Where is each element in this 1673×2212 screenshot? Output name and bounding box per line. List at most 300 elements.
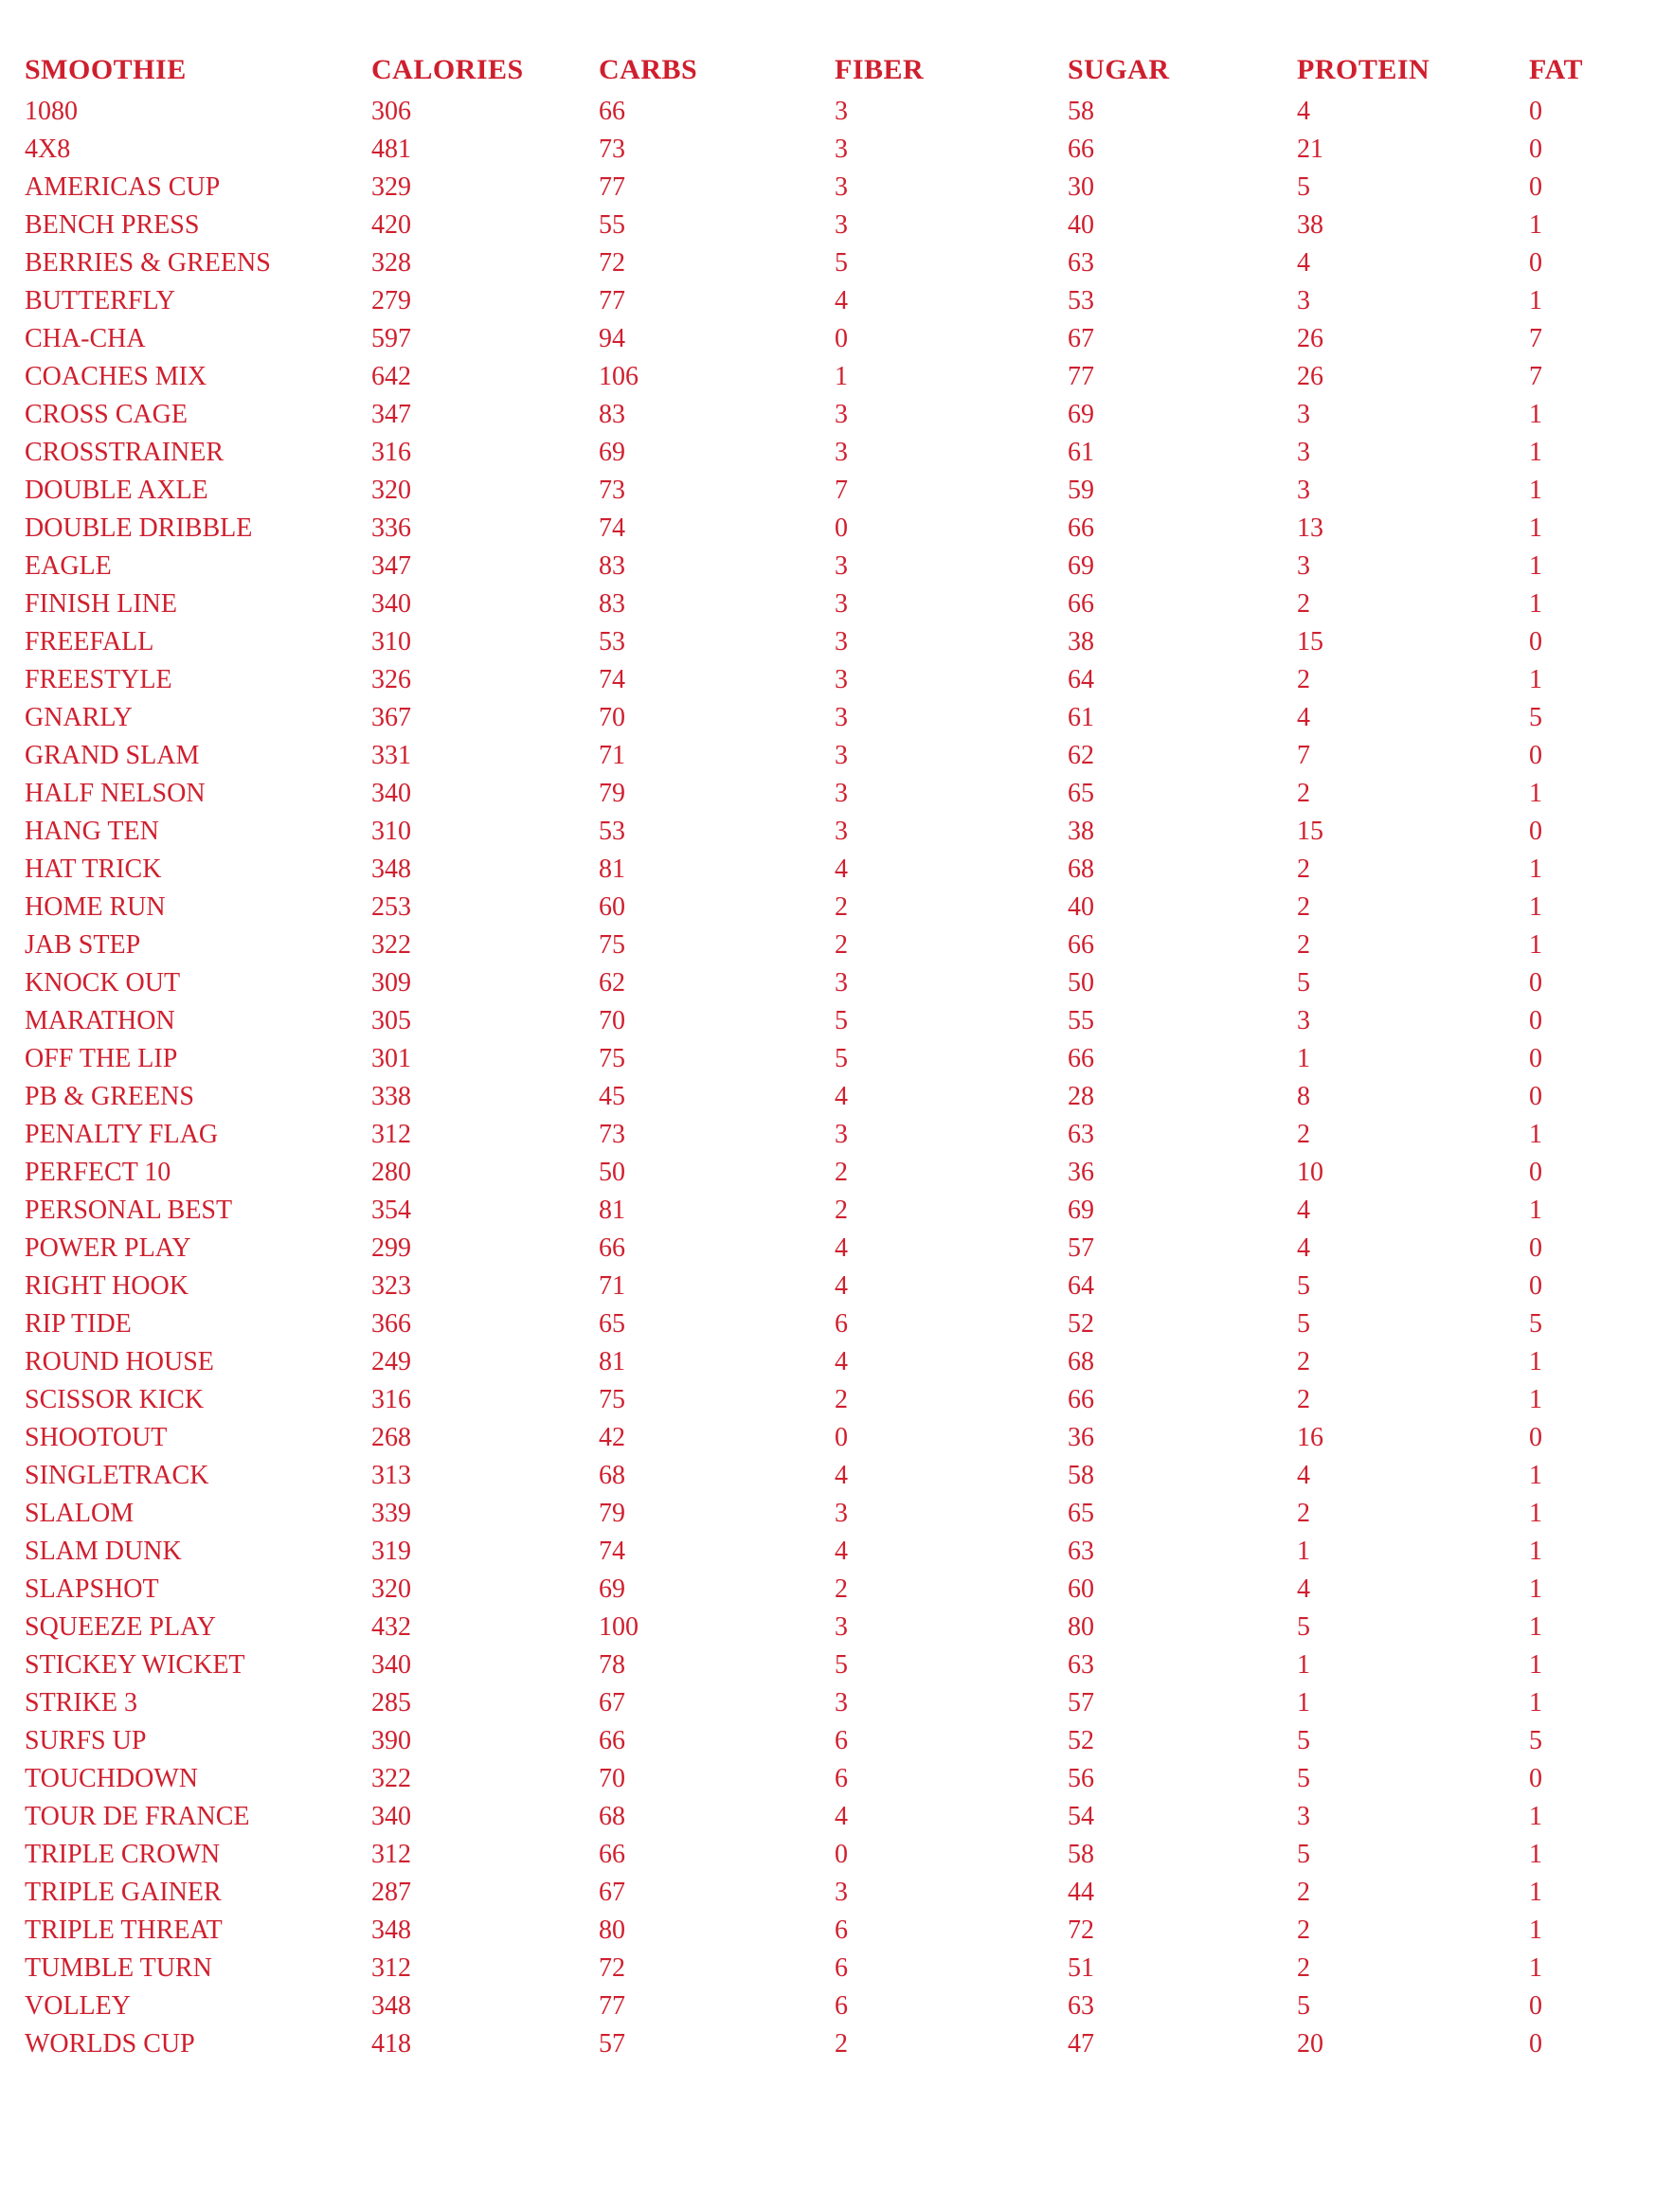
protein-value: 5 [1297,1726,1310,1755]
fat-value: 1 [1529,400,1542,429]
table-row [25,1836,1673,1874]
smoothie-name: SURFS UP [25,1726,147,1755]
fat-value: 1 [1529,1953,1542,1983]
protein-value: 13 [1297,513,1323,543]
smoothie-name: EAGLE [25,551,112,581]
table-row [25,1987,1673,2025]
table-row [25,1571,1673,1609]
column-header-protein: PROTEIN [1297,54,1430,85]
calories-value: 316 [371,1385,411,1414]
carbs-value: 74 [599,1537,625,1566]
table-row [25,775,1673,813]
calories-value: 279 [371,286,411,315]
calories-value: 287 [371,1878,411,1907]
smoothie-name: ROUND HOUSE [25,1347,214,1376]
sugar-value: 47 [1068,2029,1094,2059]
fiber-value: 3 [835,1120,848,1149]
carbs-value: 69 [599,1574,625,1604]
fat-value: 0 [1529,172,1542,202]
protein-value: 2 [1297,779,1310,808]
calories-value: 280 [371,1158,411,1187]
sugar-value: 57 [1068,1688,1094,1717]
carbs-value: 71 [599,741,625,770]
calories-value: 642 [371,362,411,391]
carbs-value: 68 [599,1802,625,1831]
calories-value: 348 [371,1991,411,2021]
fat-value: 1 [1529,854,1542,884]
protein-value: 5 [1297,172,1310,202]
table-row [25,661,1673,699]
fat-value: 1 [1529,551,1542,581]
table-row [25,1646,1673,1684]
sugar-value: 55 [1068,1006,1094,1035]
fat-value: 1 [1529,1537,1542,1566]
protein-value: 5 [1297,1309,1310,1339]
calories-value: 328 [371,248,411,278]
sugar-value: 66 [1068,1385,1094,1414]
table-row [25,1798,1673,1836]
smoothie-name: PERSONAL BEST [25,1196,233,1225]
fiber-value: 3 [835,627,848,656]
fiber-value: 3 [835,968,848,998]
fat-value: 0 [1529,135,1542,164]
carbs-value: 66 [599,1233,625,1263]
table-row [25,320,1673,358]
fat-value: 1 [1529,513,1542,543]
fat-value: 0 [1529,1233,1542,1263]
carbs-value: 83 [599,551,625,581]
table-row [25,1116,1673,1154]
protein-value: 5 [1297,1271,1310,1301]
smoothie-name: PENALTY FLAG [25,1120,219,1149]
calories-value: 299 [371,1233,411,1263]
carbs-value: 66 [599,1726,625,1755]
fat-value: 1 [1529,665,1542,694]
smoothie-name: BUTTERFLY [25,286,175,315]
smoothie-name: BENCH PRESS [25,210,200,240]
carbs-value: 55 [599,210,625,240]
sugar-value: 63 [1068,248,1094,278]
sugar-value: 69 [1068,1196,1094,1225]
carbs-value: 53 [599,627,625,656]
protein-value: 3 [1297,1006,1310,1035]
protein-value: 4 [1297,1233,1310,1263]
carbs-value: 73 [599,135,625,164]
carbs-value: 106 [599,362,639,391]
fiber-value: 0 [835,324,848,353]
fiber-value: 2 [835,1158,848,1187]
fiber-value: 3 [835,1688,848,1717]
table-row [25,623,1673,661]
fiber-value: 5 [835,1006,848,1035]
smoothie-name: HALF NELSON [25,779,206,808]
fiber-value: 3 [835,817,848,846]
table-row [25,851,1673,889]
calories-value: 313 [371,1461,411,1490]
fat-value: 5 [1529,703,1542,732]
fiber-value: 4 [835,1347,848,1376]
fat-value: 0 [1529,627,1542,656]
sugar-value: 67 [1068,324,1094,353]
table-row [25,1381,1673,1419]
fiber-value: 5 [835,1650,848,1680]
fat-value: 1 [1529,892,1542,922]
fiber-value: 3 [835,1499,848,1528]
table-row [25,1305,1673,1343]
smoothie-name: BERRIES & GREENS [25,248,271,278]
fiber-value: 3 [835,135,848,164]
smoothie-name: SCISSOR KICK [25,1385,205,1414]
calories-value: 336 [371,513,411,543]
table-row [25,1230,1673,1268]
protein-value: 10 [1297,1158,1323,1187]
smoothie-name: TOUR DE FRANCE [25,1802,250,1831]
fat-value: 1 [1529,1120,1542,1149]
smoothie-name: TRIPLE CROWN [25,1840,221,1869]
smoothie-name: RIGHT HOOK [25,1271,189,1301]
table-row [25,472,1673,510]
sugar-value: 68 [1068,854,1094,884]
sugar-value: 62 [1068,741,1094,770]
fiber-value: 3 [835,1612,848,1642]
carbs-value: 69 [599,438,625,467]
protein-value: 1 [1297,1650,1310,1680]
smoothie-name: 4X8 [25,135,71,164]
protein-value: 3 [1297,476,1310,505]
protein-value: 4 [1297,97,1310,126]
table-header [25,47,1673,93]
sugar-value: 40 [1068,892,1094,922]
calories-value: 348 [371,854,411,884]
table-row [25,1154,1673,1192]
carbs-value: 77 [599,1991,625,2021]
protein-value: 5 [1297,1991,1310,2021]
smoothie-name: CHA-CHA [25,324,146,353]
calories-value: 481 [371,135,411,164]
smoothie-name: STICKEY WICKET [25,1650,245,1680]
sugar-value: 36 [1068,1423,1094,1452]
calories-value: 285 [371,1688,411,1717]
table-row [25,1912,1673,1950]
smoothie-name: AMERICAS CUP [25,172,221,202]
calories-value: 326 [371,665,411,694]
carbs-value: 83 [599,589,625,619]
calories-value: 347 [371,400,411,429]
smoothie-name: MARATHON [25,1006,175,1035]
carbs-value: 60 [599,892,625,922]
fat-value: 1 [1529,476,1542,505]
smoothie-name: KNOCK OUT [25,968,181,998]
protein-value: 3 [1297,286,1310,315]
carbs-value: 81 [599,854,625,884]
column-header-fat: FAT [1529,54,1584,85]
fiber-value: 3 [835,665,848,694]
calories-value: 323 [371,1271,411,1301]
table-row [25,244,1673,282]
protein-value: 2 [1297,589,1310,619]
calories-value: 320 [371,476,411,505]
fiber-value: 4 [835,854,848,884]
carbs-value: 66 [599,1840,625,1869]
carbs-value: 62 [599,968,625,998]
fiber-value: 0 [835,513,848,543]
fat-value: 1 [1529,1840,1542,1869]
calories-value: 249 [371,1347,411,1376]
fat-value: 5 [1529,1309,1542,1339]
calories-value: 301 [371,1044,411,1073]
table-row [25,1950,1673,1987]
sugar-value: 61 [1068,438,1094,467]
fiber-value: 3 [835,210,848,240]
fat-value: 1 [1529,210,1542,240]
fat-value: 1 [1529,930,1542,960]
carbs-value: 77 [599,286,625,315]
smoothie-name: SQUEEZE PLAY [25,1612,216,1642]
fiber-value: 6 [835,1915,848,1945]
smoothie-name: DOUBLE DRIBBLE [25,513,253,543]
table-row [25,93,1673,131]
protein-value: 20 [1297,2029,1323,2059]
table-row [25,1760,1673,1798]
sugar-value: 44 [1068,1878,1094,1907]
carbs-value: 65 [599,1309,625,1339]
table-row [25,2025,1673,2063]
smoothie-name: VOLLEY [25,1991,131,2021]
smoothie-name: WORLDS CUP [25,2029,195,2059]
table-row [25,131,1673,169]
calories-value: 339 [371,1499,411,1528]
calories-value: 320 [371,1574,411,1604]
calories-value: 340 [371,589,411,619]
smoothie-name: COACHES MIX [25,362,207,391]
fiber-value: 3 [835,589,848,619]
fat-value: 7 [1529,324,1542,353]
protein-value: 4 [1297,703,1310,732]
carbs-value: 73 [599,476,625,505]
smoothie-name: 1080 [25,97,78,126]
sugar-value: 65 [1068,1499,1094,1528]
smoothie-name: GRAND SLAM [25,741,200,770]
fiber-value: 2 [835,1574,848,1604]
table-row [25,1268,1673,1305]
fat-value: 7 [1529,362,1542,391]
fat-value: 0 [1529,2029,1542,2059]
protein-value: 3 [1297,400,1310,429]
fat-value: 0 [1529,968,1542,998]
fiber-value: 3 [835,172,848,202]
carbs-value: 57 [599,2029,625,2059]
carbs-value: 77 [599,172,625,202]
fiber-value: 0 [835,1840,848,1869]
calories-value: 432 [371,1612,411,1642]
fat-value: 0 [1529,248,1542,278]
table-row [25,207,1673,244]
sugar-value: 36 [1068,1158,1094,1187]
calories-value: 347 [371,551,411,581]
sugar-value: 38 [1068,627,1094,656]
sugar-value: 38 [1068,817,1094,846]
protein-value: 5 [1297,1764,1310,1793]
sugar-value: 61 [1068,703,1094,732]
smoothie-name: TRIPLE GAINER [25,1878,222,1907]
carbs-value: 67 [599,1878,625,1907]
calories-value: 322 [371,930,411,960]
fiber-value: 6 [835,1991,848,2021]
calories-value: 312 [371,1120,411,1149]
table-row [25,585,1673,623]
calories-value: 306 [371,97,411,126]
smoothie-name: JAB STEP [25,930,141,960]
protein-value: 2 [1297,854,1310,884]
protein-value: 21 [1297,135,1323,164]
smoothie-name: TOUCHDOWN [25,1764,199,1793]
table-row [25,434,1673,472]
header-row [25,47,1673,93]
table-row [25,1874,1673,1912]
carbs-value: 75 [599,1044,625,1073]
calories-value: 312 [371,1840,411,1869]
carbs-value: 68 [599,1461,625,1490]
calories-value: 329 [371,172,411,202]
table-row [25,358,1673,396]
table-row [25,1457,1673,1495]
table-row [25,699,1673,737]
sugar-value: 69 [1068,551,1094,581]
fat-value: 1 [1529,1612,1542,1642]
sugar-value: 66 [1068,135,1094,164]
fiber-value: 4 [835,1082,848,1111]
fat-value: 5 [1529,1726,1542,1755]
fiber-value: 4 [835,1537,848,1566]
fat-value: 0 [1529,1423,1542,1452]
calories-value: 268 [371,1423,411,1452]
smoothie-name: SHOOTOUT [25,1423,168,1452]
table-row [25,1192,1673,1230]
sugar-value: 77 [1068,362,1094,391]
fiber-value: 6 [835,1309,848,1339]
carbs-value: 81 [599,1347,625,1376]
protein-value: 2 [1297,1385,1310,1414]
fat-value: 1 [1529,779,1542,808]
calories-value: 418 [371,2029,411,2059]
calories-value: 331 [371,741,411,770]
smoothie-name: TRIPLE THREAT [25,1915,223,1945]
table-row [25,510,1673,548]
sugar-value: 66 [1068,589,1094,619]
smoothie-name: SLALOM [25,1499,135,1528]
carbs-value: 70 [599,1764,625,1793]
sugar-value: 40 [1068,210,1094,240]
smoothie-name: RIP TIDE [25,1309,132,1339]
table-row [25,169,1673,207]
protein-value: 4 [1297,1196,1310,1225]
carbs-value: 73 [599,1120,625,1149]
protein-value: 38 [1297,210,1323,240]
table-row [25,1419,1673,1457]
table-row [25,1343,1673,1381]
protein-value: 2 [1297,1878,1310,1907]
protein-value: 15 [1297,817,1323,846]
sugar-value: 68 [1068,1347,1094,1376]
smoothie-name: CROSS CAGE [25,400,188,429]
sugar-value: 63 [1068,1537,1094,1566]
carbs-value: 42 [599,1423,625,1452]
fat-value: 0 [1529,1764,1542,1793]
table-row [25,1684,1673,1722]
fat-value: 0 [1529,1991,1542,2021]
smoothie-name: DOUBLE AXLE [25,476,208,505]
sugar-value: 66 [1068,930,1094,960]
smoothie-name: STRIKE 3 [25,1688,137,1717]
protein-value: 16 [1297,1423,1323,1452]
carbs-value: 81 [599,1196,625,1225]
fat-value: 1 [1529,286,1542,315]
column-header-fiber: FIBER [835,54,925,85]
sugar-value: 52 [1068,1726,1094,1755]
protein-value: 4 [1297,1574,1310,1604]
carbs-value: 50 [599,1158,625,1187]
protein-value: 1 [1297,1688,1310,1717]
smoothie-name: SLAPSHOT [25,1574,159,1604]
sugar-value: 64 [1068,665,1094,694]
sugar-value: 30 [1068,172,1094,202]
table-row [25,548,1673,585]
sugar-value: 57 [1068,1233,1094,1263]
calories-value: 340 [371,779,411,808]
sugar-value: 66 [1068,1044,1094,1073]
carbs-value: 74 [599,513,625,543]
fat-value: 1 [1529,1347,1542,1376]
fiber-value: 0 [835,1423,848,1452]
fat-value: 1 [1529,1650,1542,1680]
protein-value: 15 [1297,627,1323,656]
protein-value: 2 [1297,1499,1310,1528]
smoothie-name: FINISH LINE [25,589,177,619]
smoothie-name: HANG TEN [25,817,159,846]
carbs-value: 72 [599,1953,625,1983]
calories-value: 348 [371,1915,411,1945]
column-header-carbs: CARBS [599,54,698,85]
fiber-value: 6 [835,1953,848,1983]
smoothie-nutrition-table [25,47,1673,2063]
fat-value: 0 [1529,741,1542,770]
protein-value: 4 [1297,248,1310,278]
table-row [25,737,1673,775]
calories-value: 253 [371,892,411,922]
calories-value: 305 [371,1006,411,1035]
carbs-value: 79 [599,779,625,808]
table-row [25,964,1673,1002]
protein-value: 2 [1297,930,1310,960]
fiber-value: 2 [835,892,848,922]
fiber-value: 3 [835,741,848,770]
fat-value: 0 [1529,1158,1542,1187]
fiber-value: 4 [835,1233,848,1263]
sugar-value: 80 [1068,1612,1094,1642]
protein-value: 2 [1297,892,1310,922]
calories-value: 319 [371,1537,411,1566]
protein-value: 1 [1297,1537,1310,1566]
table-row [25,1078,1673,1116]
smoothie-name: OFF THE LIP [25,1044,178,1073]
carbs-value: 83 [599,400,625,429]
calories-value: 310 [371,817,411,846]
sugar-value: 72 [1068,1915,1094,1945]
table-row [25,1040,1673,1078]
fiber-value: 6 [835,1726,848,1755]
calories-value: 338 [371,1082,411,1111]
sugar-value: 66 [1068,513,1094,543]
